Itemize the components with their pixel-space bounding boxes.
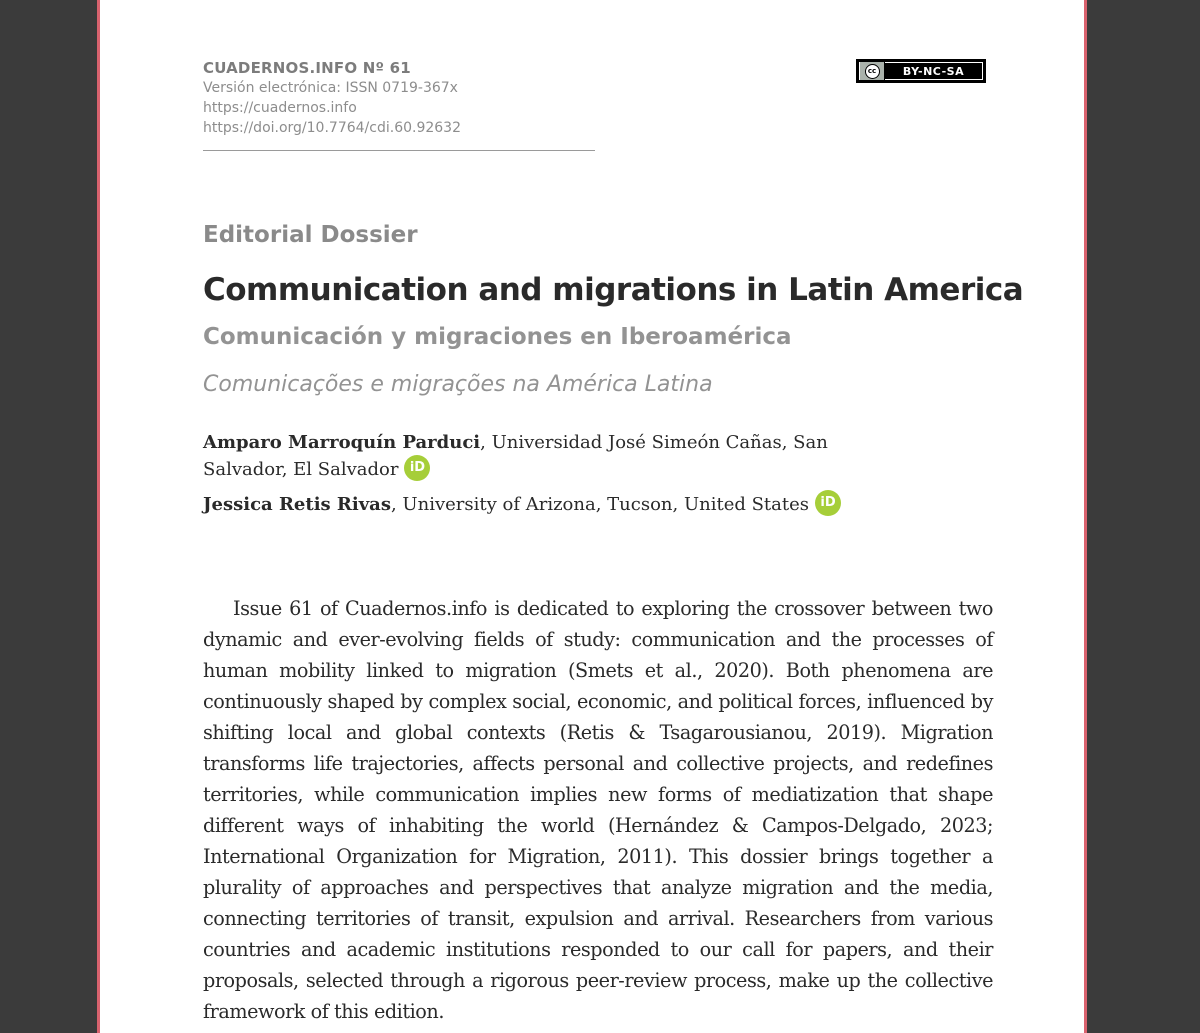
website-link[interactable]: https://cuadernos.info	[203, 100, 357, 116]
doi-link[interactable]: https://doi.org/10.7764/cdi.60.92632	[203, 120, 461, 136]
issn-line: Versión electrónica: ISSN 0719-367x	[203, 80, 458, 96]
license-label: BY-NC-SA	[902, 64, 965, 78]
author-affiliation: , Universidad José Simeón Cañas, San Salvador, El Salvador	[203, 432, 828, 480]
author-name: Amparo Marroquín Parduci	[203, 432, 481, 453]
orcid-icon[interactable]: iD	[404, 455, 430, 481]
section-label: Editorial Dossier	[203, 222, 418, 248]
pdf-page	[97, 0, 1087, 1033]
article-title-spanish: Comunicación y migraciones en Iberoamérica	[203, 324, 792, 350]
cc-license-badge[interactable]	[856, 59, 986, 83]
body-paragraph: Issue 61 of Cuadernos.info is dedicated to exploring the crossover between two dynamic and ever-evolving fields of study: communication and the processes of human mobility linked to migration (Smets et al., 2020). Both phenomena are continuously shaped by complex social, economic, and political forces, influenced by shifting local and global contexts (Retis & Tsagarousianou, 2019). Migration transforms life trajectories, affects personal and collective projects, and redefines territories, while communication implies new forms of mediatization that shape different ways of inhabiting the world (Hernández & Campos-Delgado, 2023; International Organization for Migration, 2011). This dossier brings together a plurality of approaches and perspectives that analyze migration and the media, connecting territories of transit, expulsion and arrival. Researchers from various countries and academic institutions responded to our call for papers, and their proposals, selected through a rigorous peer-review process, make up the collective framework of this edition.	[203, 597, 993, 1023]
creative-commons-icon	[860, 62, 885, 80]
author-entry	[203, 429, 893, 483]
author-name: Jessica Retis Rivas	[203, 494, 391, 515]
cc-logo-text: cc	[865, 64, 880, 79]
author-list	[203, 429, 963, 526]
orcid-icon[interactable]: iD	[815, 490, 841, 516]
journal-name: CUADERNOS.INFO Nº 61	[203, 59, 411, 77]
author-affiliation: , University of Arizona, Tucson, United States	[390, 494, 810, 515]
header-divider	[203, 150, 595, 151]
author-entry	[203, 491, 963, 518]
article-title-portuguese: Comunicações e migrações na América Latina	[203, 372, 713, 397]
journal-header	[203, 58, 595, 138]
article-title: Communication and migrations in Latin America	[203, 272, 1024, 308]
